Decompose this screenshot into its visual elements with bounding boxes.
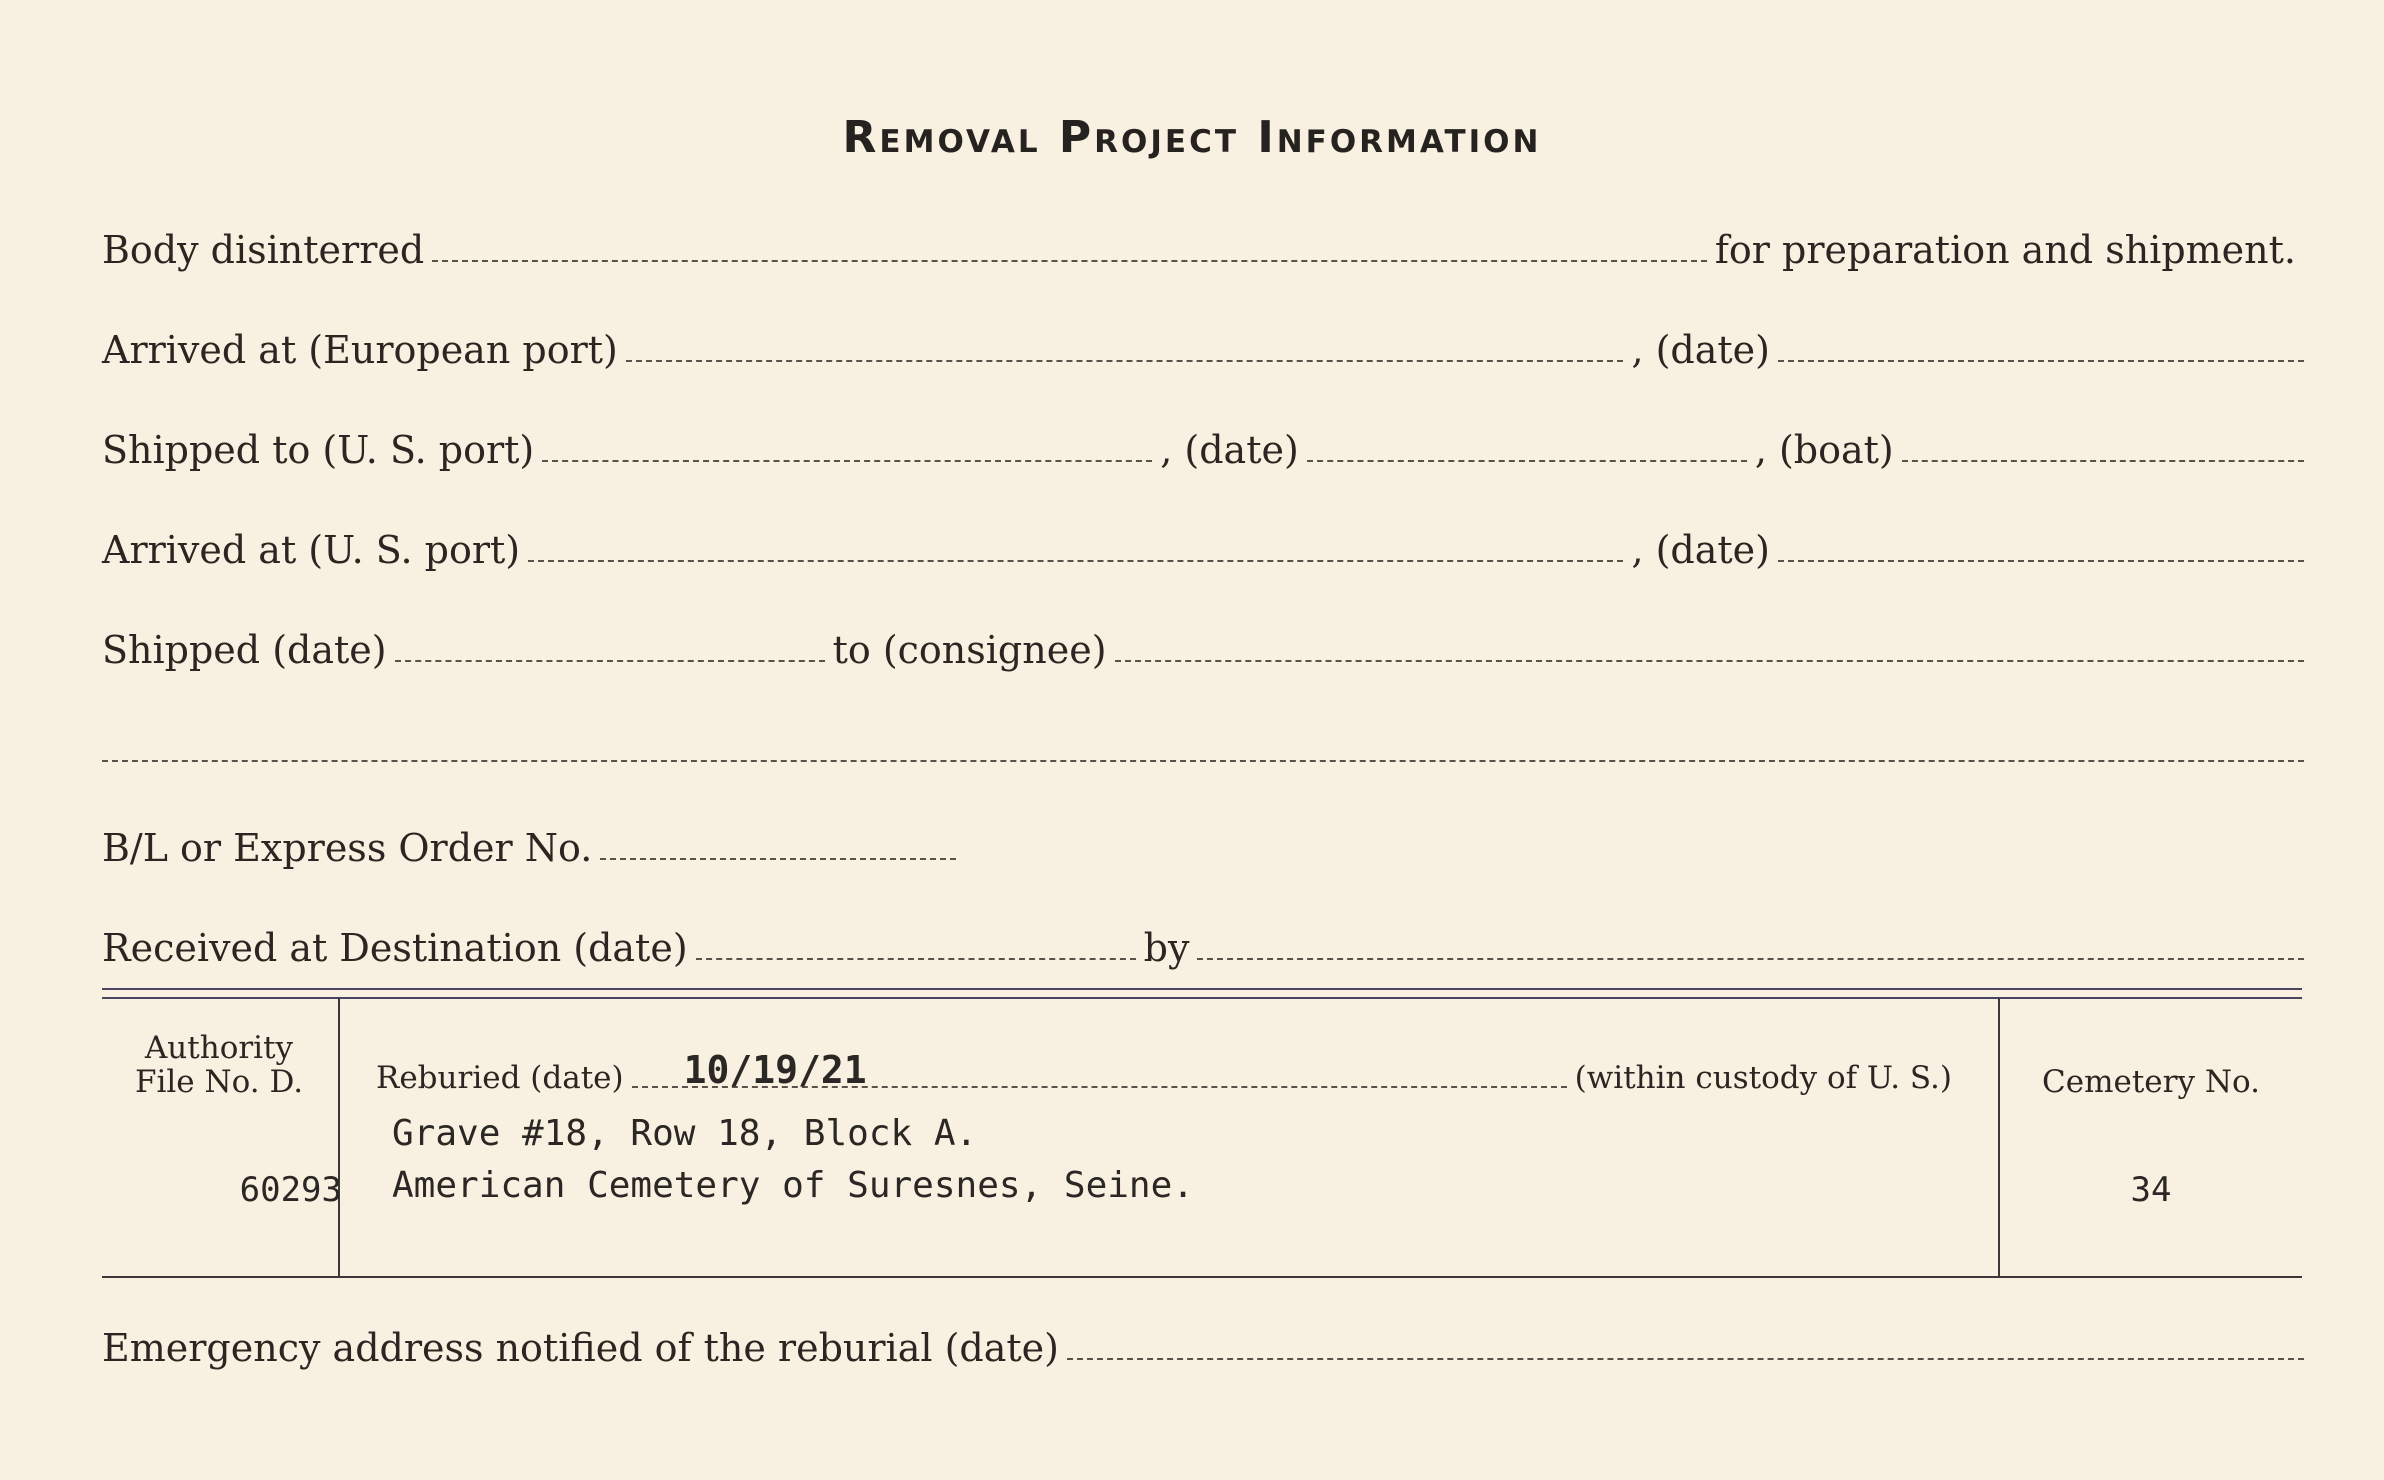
received-by-field bbox=[1197, 958, 2304, 960]
boat-field bbox=[1902, 460, 2304, 462]
box-top-rule bbox=[102, 988, 2302, 999]
received-destination-label: Received at Destination (date) bbox=[102, 926, 688, 970]
row-arrived-us bbox=[102, 512, 2304, 572]
reburied-date-field bbox=[632, 1048, 1567, 1092]
row-shipped-date bbox=[102, 612, 2304, 672]
grave-location-line: Grave #18, Row 18, Block A. bbox=[392, 1113, 978, 1154]
date-label: , (date) bbox=[1631, 528, 1770, 572]
european-port-field bbox=[626, 360, 1624, 362]
box-bottom-rule bbox=[102, 1276, 2302, 1278]
us-port-field bbox=[542, 460, 1152, 462]
date-label: , (date) bbox=[1631, 328, 1770, 372]
boat-label: , (boat) bbox=[1754, 428, 1894, 472]
date-label: , (date) bbox=[1160, 428, 1299, 472]
body-disinterred-field bbox=[432, 260, 1707, 262]
reburied-date-value: 10/19/21 bbox=[683, 1048, 867, 1092]
shipped-date-field bbox=[1307, 460, 1747, 462]
row-arrived-european bbox=[102, 312, 2304, 372]
file-no-value: 60293 bbox=[239, 1170, 342, 1210]
by-label: by bbox=[1143, 926, 1190, 970]
authority-label: Authority bbox=[144, 1030, 294, 1066]
row-reburied bbox=[376, 1048, 1960, 1096]
cemetery-no-value: 34 bbox=[2130, 1170, 2172, 1210]
row-body-disinterred bbox=[102, 212, 2304, 272]
shipped-date-value-field bbox=[395, 660, 825, 662]
received-date-field bbox=[696, 958, 1136, 960]
cemetery-no-label: Cemetery No. bbox=[2042, 1064, 2260, 1100]
consignee-continued-field bbox=[102, 760, 2304, 762]
shipped-date-label: Shipped (date) bbox=[102, 628, 387, 672]
consignee-field bbox=[1115, 660, 2304, 662]
box-divider-left bbox=[338, 998, 340, 1276]
file-no-label: File No. D. bbox=[134, 1064, 304, 1100]
custody-label: (within custody of U. S.) bbox=[1574, 1060, 1952, 1096]
arrived-us-date-field bbox=[1778, 560, 2304, 562]
bl-order-field bbox=[600, 858, 956, 860]
body-disinterred-label: Body disinterred bbox=[102, 228, 425, 272]
to-consignee-label: to (consignee) bbox=[832, 628, 1107, 672]
cemetery-location-line: American Cemetery of Suresnes, Seine. bbox=[392, 1165, 1194, 1206]
european-date-field bbox=[1778, 360, 2304, 362]
row-received-destination bbox=[102, 910, 2304, 970]
shipped-to-us-label: Shipped to (U. S. port) bbox=[102, 428, 535, 472]
arrived-us-label: Arrived at (U. S. port) bbox=[102, 528, 521, 572]
box-divider-right bbox=[1998, 998, 2000, 1276]
page-title: Removal Project Information bbox=[842, 112, 1542, 163]
row-bl-order bbox=[102, 810, 2304, 870]
arrived-european-label: Arrived at (European port) bbox=[102, 328, 618, 372]
reburied-label: Reburied (date) bbox=[376, 1060, 624, 1096]
emergency-date-field bbox=[1067, 1358, 2304, 1360]
bl-order-label: B/L or Express Order No. bbox=[102, 826, 593, 870]
for-preparation-label: for preparation and shipment. bbox=[1714, 228, 2296, 272]
arrived-us-port-field bbox=[528, 560, 1623, 562]
row-consignee-continued bbox=[102, 712, 2304, 772]
row-shipped-to-us bbox=[102, 412, 2304, 472]
emergency-label: Emergency address notified of the reburial (date) bbox=[102, 1326, 1059, 1370]
row-emergency bbox=[102, 1310, 2304, 1370]
